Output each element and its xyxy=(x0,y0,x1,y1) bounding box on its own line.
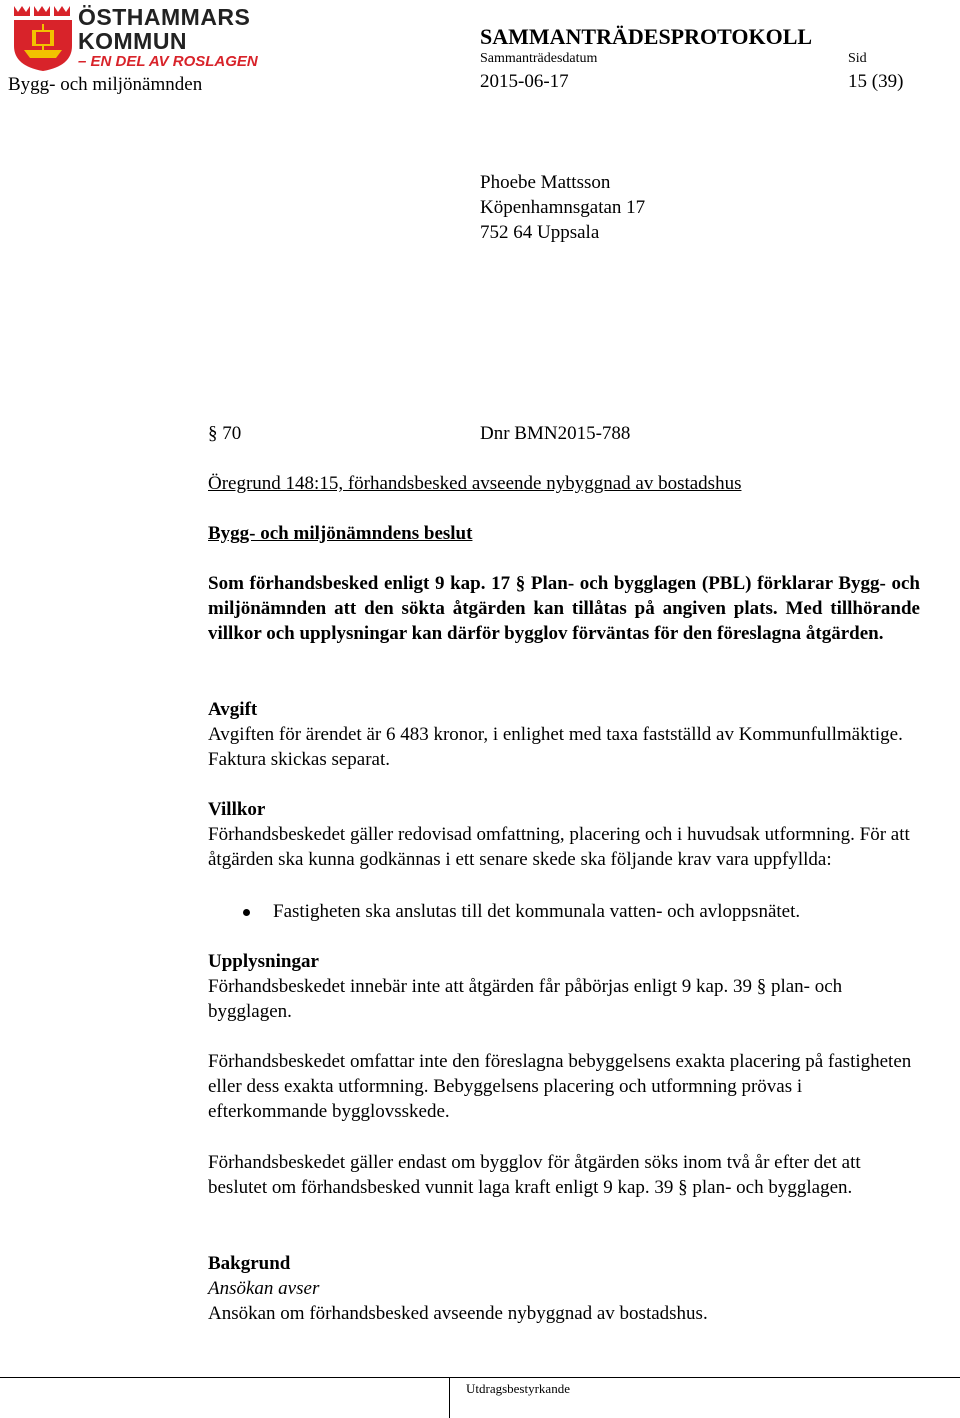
bullet-icon xyxy=(243,909,250,916)
document-title: SAMMANTRÄDESPROTOKOLL xyxy=(480,24,813,49)
footer-vertical-divider xyxy=(449,1378,450,1418)
villkor-bullet-text: Fastigheten ska anslutas till det kommunala vatten- och avloppsnätet. xyxy=(273,901,801,922)
logo-slogan: – EN DEL AV ROSLAGEN xyxy=(78,53,258,70)
decision-heading: Bygg- och miljönämndens beslut xyxy=(208,523,473,544)
recipient-street: Köpenhamnsgatan 17 xyxy=(480,197,646,218)
upplysningar-text-3: Förhandsbeskedet gäller endast om bygglov för åtgärden söks inom två år efter det att beslutet om förhandsbesked vunnit laga kraft enligt 9 kap. 39 § plan- och bygglagen. xyxy=(208,1152,861,1198)
upplysningar-paragraph-1 xyxy=(208,974,908,1024)
decision-paragraph: Som förhandsbesked enligt 9 kap. 17 § Plan- och bygglagen (PBL) förklarar Bygg- och miljönämnden att den sökta åtgärden kan tillåtas på angiven plats. Med tillhörande villkor och upplysningar kan därför bygglov förväntas för den föreslagna åtgärden. xyxy=(208,573,920,644)
upplysningar-text-2: Förhandsbeskedet omfattar inte den föreslagna bebyggelsens exakta placering på fastigheten eller dess exakta utformning. Bebyggelsens placering och utformning prövas i efterkommande bygglovsskede. xyxy=(208,1051,912,1122)
date-label: Sammanträdesdatum xyxy=(480,51,598,66)
upplysningar-paragraph-3 xyxy=(208,1150,920,1200)
meeting-date: 2015-06-17 xyxy=(480,71,569,92)
decision-text xyxy=(208,571,920,646)
footer-label: Utdragsbestyrkande xyxy=(466,1381,570,1396)
upplysningar-heading: Upplysningar xyxy=(208,951,319,972)
recipient-city: 752 64 Uppsala xyxy=(480,222,600,243)
avgift-heading: Avgift xyxy=(208,699,258,720)
page-label: Sid xyxy=(848,51,867,66)
recipient-name: Phoebe Mattsson xyxy=(480,172,611,193)
municipality-logo xyxy=(8,2,258,74)
upplysningar-paragraph-2 xyxy=(208,1049,920,1124)
upplysningar-text-1: Förhandsbeskedet innebär inte att åtgärden får påbörjas enligt 9 kap. 39 § plan- och bygglagen. xyxy=(208,976,843,1022)
case-title: Öregrund 148:15, förhandsbesked avseende nybyggnad av bostadshus xyxy=(208,473,742,494)
villkor-text: Förhandsbeskedet gäller redovisad omfattning, placering och i huvudsak utformning. För att åtgärden ska kunna godkännas i ett senare skede ska följande krav vara uppfyllda: xyxy=(208,824,910,870)
case-dnr: Dnr BMN2015-788 xyxy=(480,423,631,444)
logo-name-2: KOMMUN xyxy=(78,28,188,54)
villkor-heading: Villkor xyxy=(208,799,266,820)
avgift-text-block xyxy=(208,722,920,772)
section-number: § 70 xyxy=(208,423,242,444)
department-name: Bygg- och miljönämnden xyxy=(8,74,203,95)
bakgrund-heading: Bakgrund xyxy=(208,1253,291,1274)
footer-divider xyxy=(0,1377,960,1378)
bakgrund-subheading: Ansökan avser xyxy=(208,1278,320,1299)
logo-name: ÖSTHAMMARS xyxy=(78,4,251,30)
page-number: 15 (39) xyxy=(848,71,904,92)
bakgrund-text: Ansökan om förhandsbesked avseende nybyggnad av bostadshus. xyxy=(208,1303,708,1324)
avgift-text: Avgiften för ärendet är 6 483 kronor, i enlighet med taxa fastställd av Kommunfullmäktige. Faktura skickas separat. xyxy=(208,724,903,770)
coat-of-arms-icon xyxy=(10,2,76,72)
villkor-text-block xyxy=(208,822,920,872)
